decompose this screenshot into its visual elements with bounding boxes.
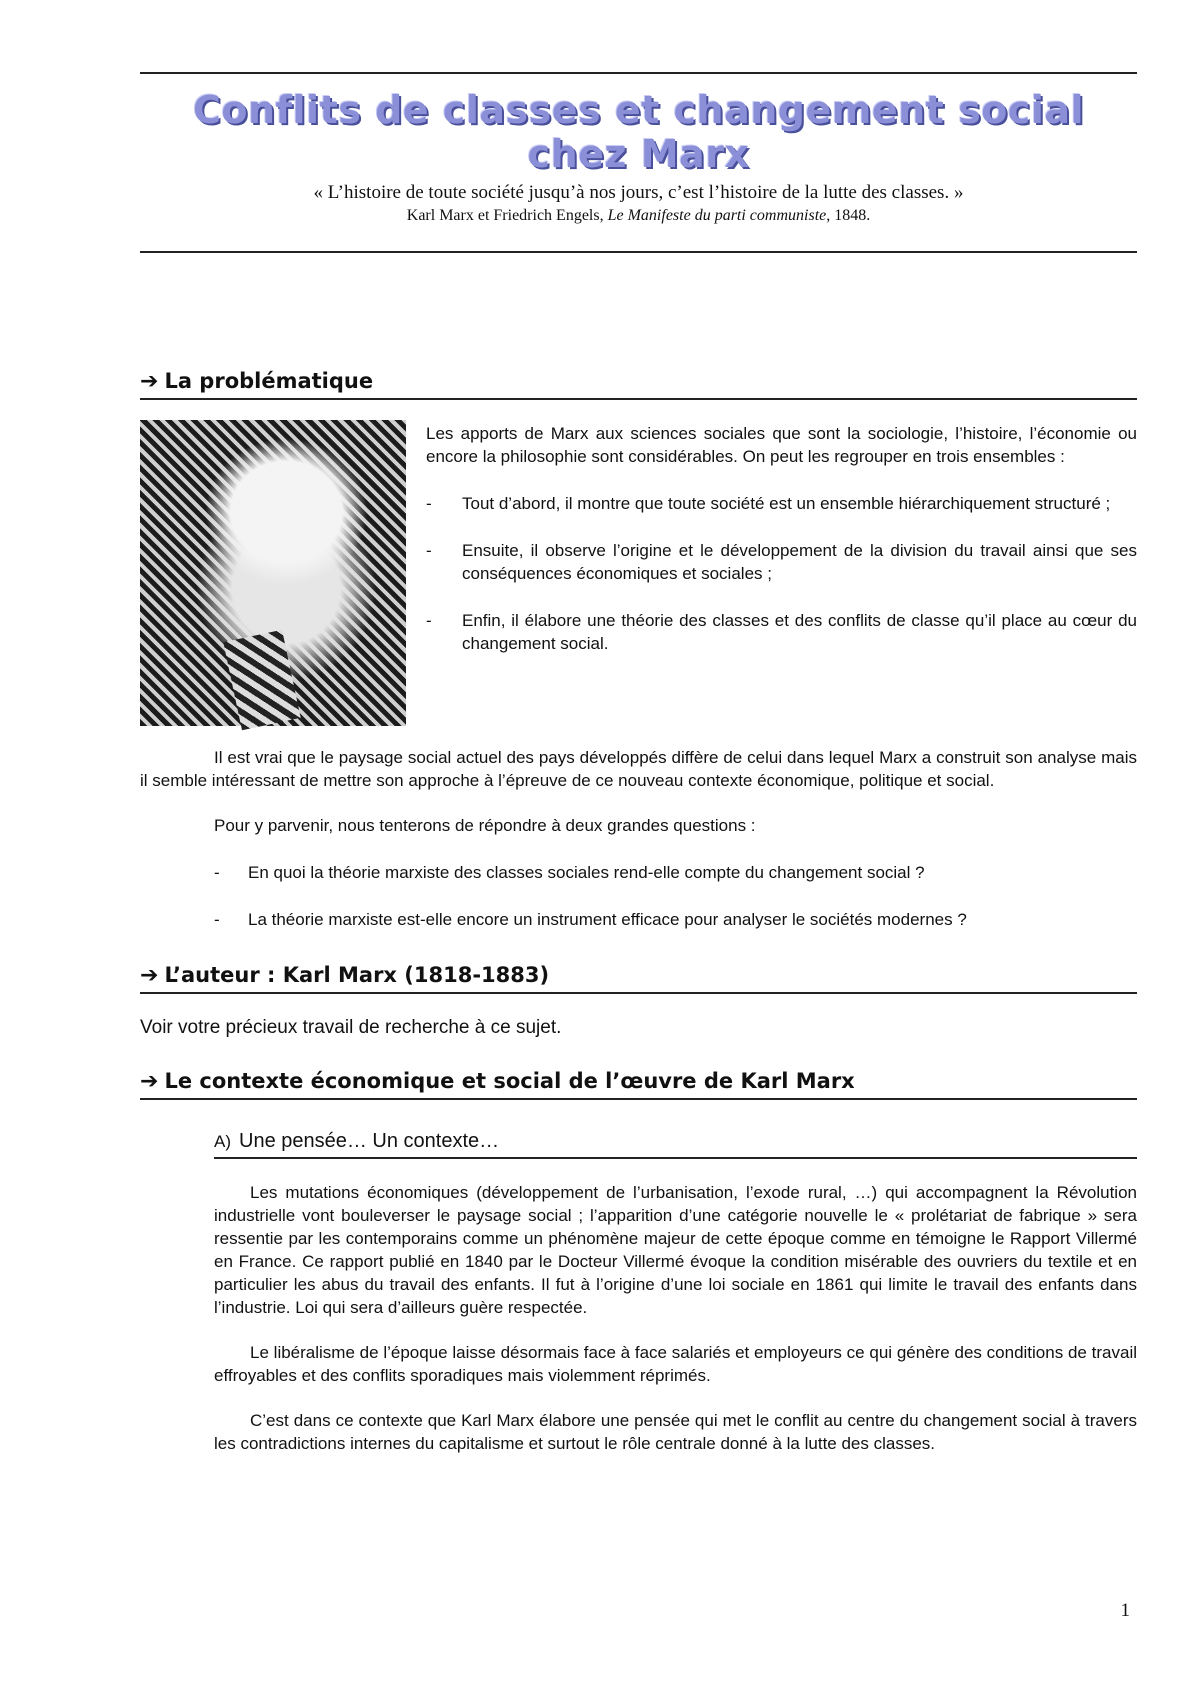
attribution-work: Le Manifeste du parti communiste xyxy=(607,207,827,224)
subsection-letter: A) xyxy=(214,1132,231,1151)
section-heading-text: La problématique xyxy=(164,369,374,393)
intro-text xyxy=(426,420,1137,726)
top-rule xyxy=(140,72,1137,74)
body-paragraph: Le libéralisme de l’époque laisse désormais face à face salariés et employeurs ce qui génère des conditions de travail effroyables et des conflits sporadiques mais violemment réprimés. xyxy=(214,1343,1137,1385)
epigraph-quote: « L’histoire de toute société jusqu’à nos jours, c’est l’histoire de la lutte des classes. » xyxy=(313,182,964,203)
section-heading-contexte xyxy=(140,1069,1137,1100)
section-heading-problematique xyxy=(140,369,1137,400)
context-paragraph: Il est vrai que le paysage social actuel des pays développés diffère de celui dans lequel Marx a construit son analyse mais il semble intéressant de mettre son approche à l’épreuve de ce nouveau contexte économique, politique et social. xyxy=(140,748,1137,790)
intro-block xyxy=(140,420,1137,726)
body-paragraph: Les mutations économiques (développement de l’urbanisation, l’exode rural, …) qui accompagnent la Révolution industrielle vont bouleverser le paysage social ; l’apparition d’une catégorie nouvelle le « prolétariat de fabrique » sera ressentie par les contemporains comme un phénomène majeur de cette époque comme en témoigne le Rapport Villermé en France. Ce rapport publié en 1840 par le Docteur Villermé évoque la condition misérable des ouvriers du textile et en particulier les abus du travail des enfants. Il fut à l’origine d’une loi sociale en 1861 qui limite le travail des enfants dans l’industrie. Loi qui sera d’ailleurs guère respectée. xyxy=(214,1183,1137,1317)
epigraph xyxy=(140,182,1137,225)
list-item: - En quoi la théorie marxiste des classes sociales rend-elle compte du changement social ? xyxy=(214,861,1137,884)
section-heading-text: Le contexte économique et social de l’œuvre de Karl Marx xyxy=(164,1069,855,1093)
section-heading-text: L’auteur : Karl Marx (1818-1883) xyxy=(164,963,550,987)
page-number: 1 xyxy=(1120,1600,1130,1621)
body-paragraph: C’est dans ce contexte que Karl Marx élabore une pensée qui met le conflit au centre du changement social à travers les contradictions internes du capitalisme et surtout le rôle centrale donné à la lutte des classes. xyxy=(214,1411,1137,1453)
list-item: - Tout d’abord, il montre que toute société est un ensemble hiérarchiquement structuré ; xyxy=(426,492,1137,515)
list-item: - Enfin, il élabore une théorie des classes et des conflits de classe qu’il place au cœur du changement social. xyxy=(426,609,1137,655)
list-item: - La théorie marxiste est-elle encore un instrument efficace pour analyser le sociétés modernes ? xyxy=(214,908,1137,931)
attribution-authors: Karl Marx et Friedrich Engels, xyxy=(406,207,608,224)
subsection-heading xyxy=(214,1130,1137,1159)
list-item: - Ensuite, il observe l’origine et le développement de la division du travail ainsi que ses conséquences économiques et sociales ; xyxy=(426,539,1137,585)
karl-marx-portrait xyxy=(140,420,406,726)
arrow-right-icon: ➔ xyxy=(140,963,159,988)
auteur-text: Voir votre précieux travail de recherche à ce sujet. xyxy=(140,1017,562,1038)
subsection-title: Une pensée… Un contexte… xyxy=(239,1130,500,1152)
section-heading-auteur xyxy=(140,963,1137,994)
intro-paragraph: Les apports de Marx aux sciences sociales que sont la sociologie, l’histoire, l’économie ou encore la philosophie sont considérables. On peut les regrouper en trois ensembles : xyxy=(426,424,1137,466)
epigraph-attribution xyxy=(140,207,1137,225)
questions-list xyxy=(140,861,1137,931)
subsection-body xyxy=(214,1181,1137,1455)
arrow-right-icon: ➔ xyxy=(140,1069,159,1094)
header-bottom-rule xyxy=(140,251,1137,253)
attribution-year: , 1848. xyxy=(826,207,871,224)
contributions-list xyxy=(426,492,1137,655)
arrow-right-icon: ➔ xyxy=(140,369,159,394)
document-page xyxy=(140,0,1137,1455)
document-title: Conflits de classes et changement social chez Marx xyxy=(192,88,1085,176)
questions-intro: Pour y parvenir, nous tenterons de répondre à deux grandes questions : xyxy=(214,816,756,835)
